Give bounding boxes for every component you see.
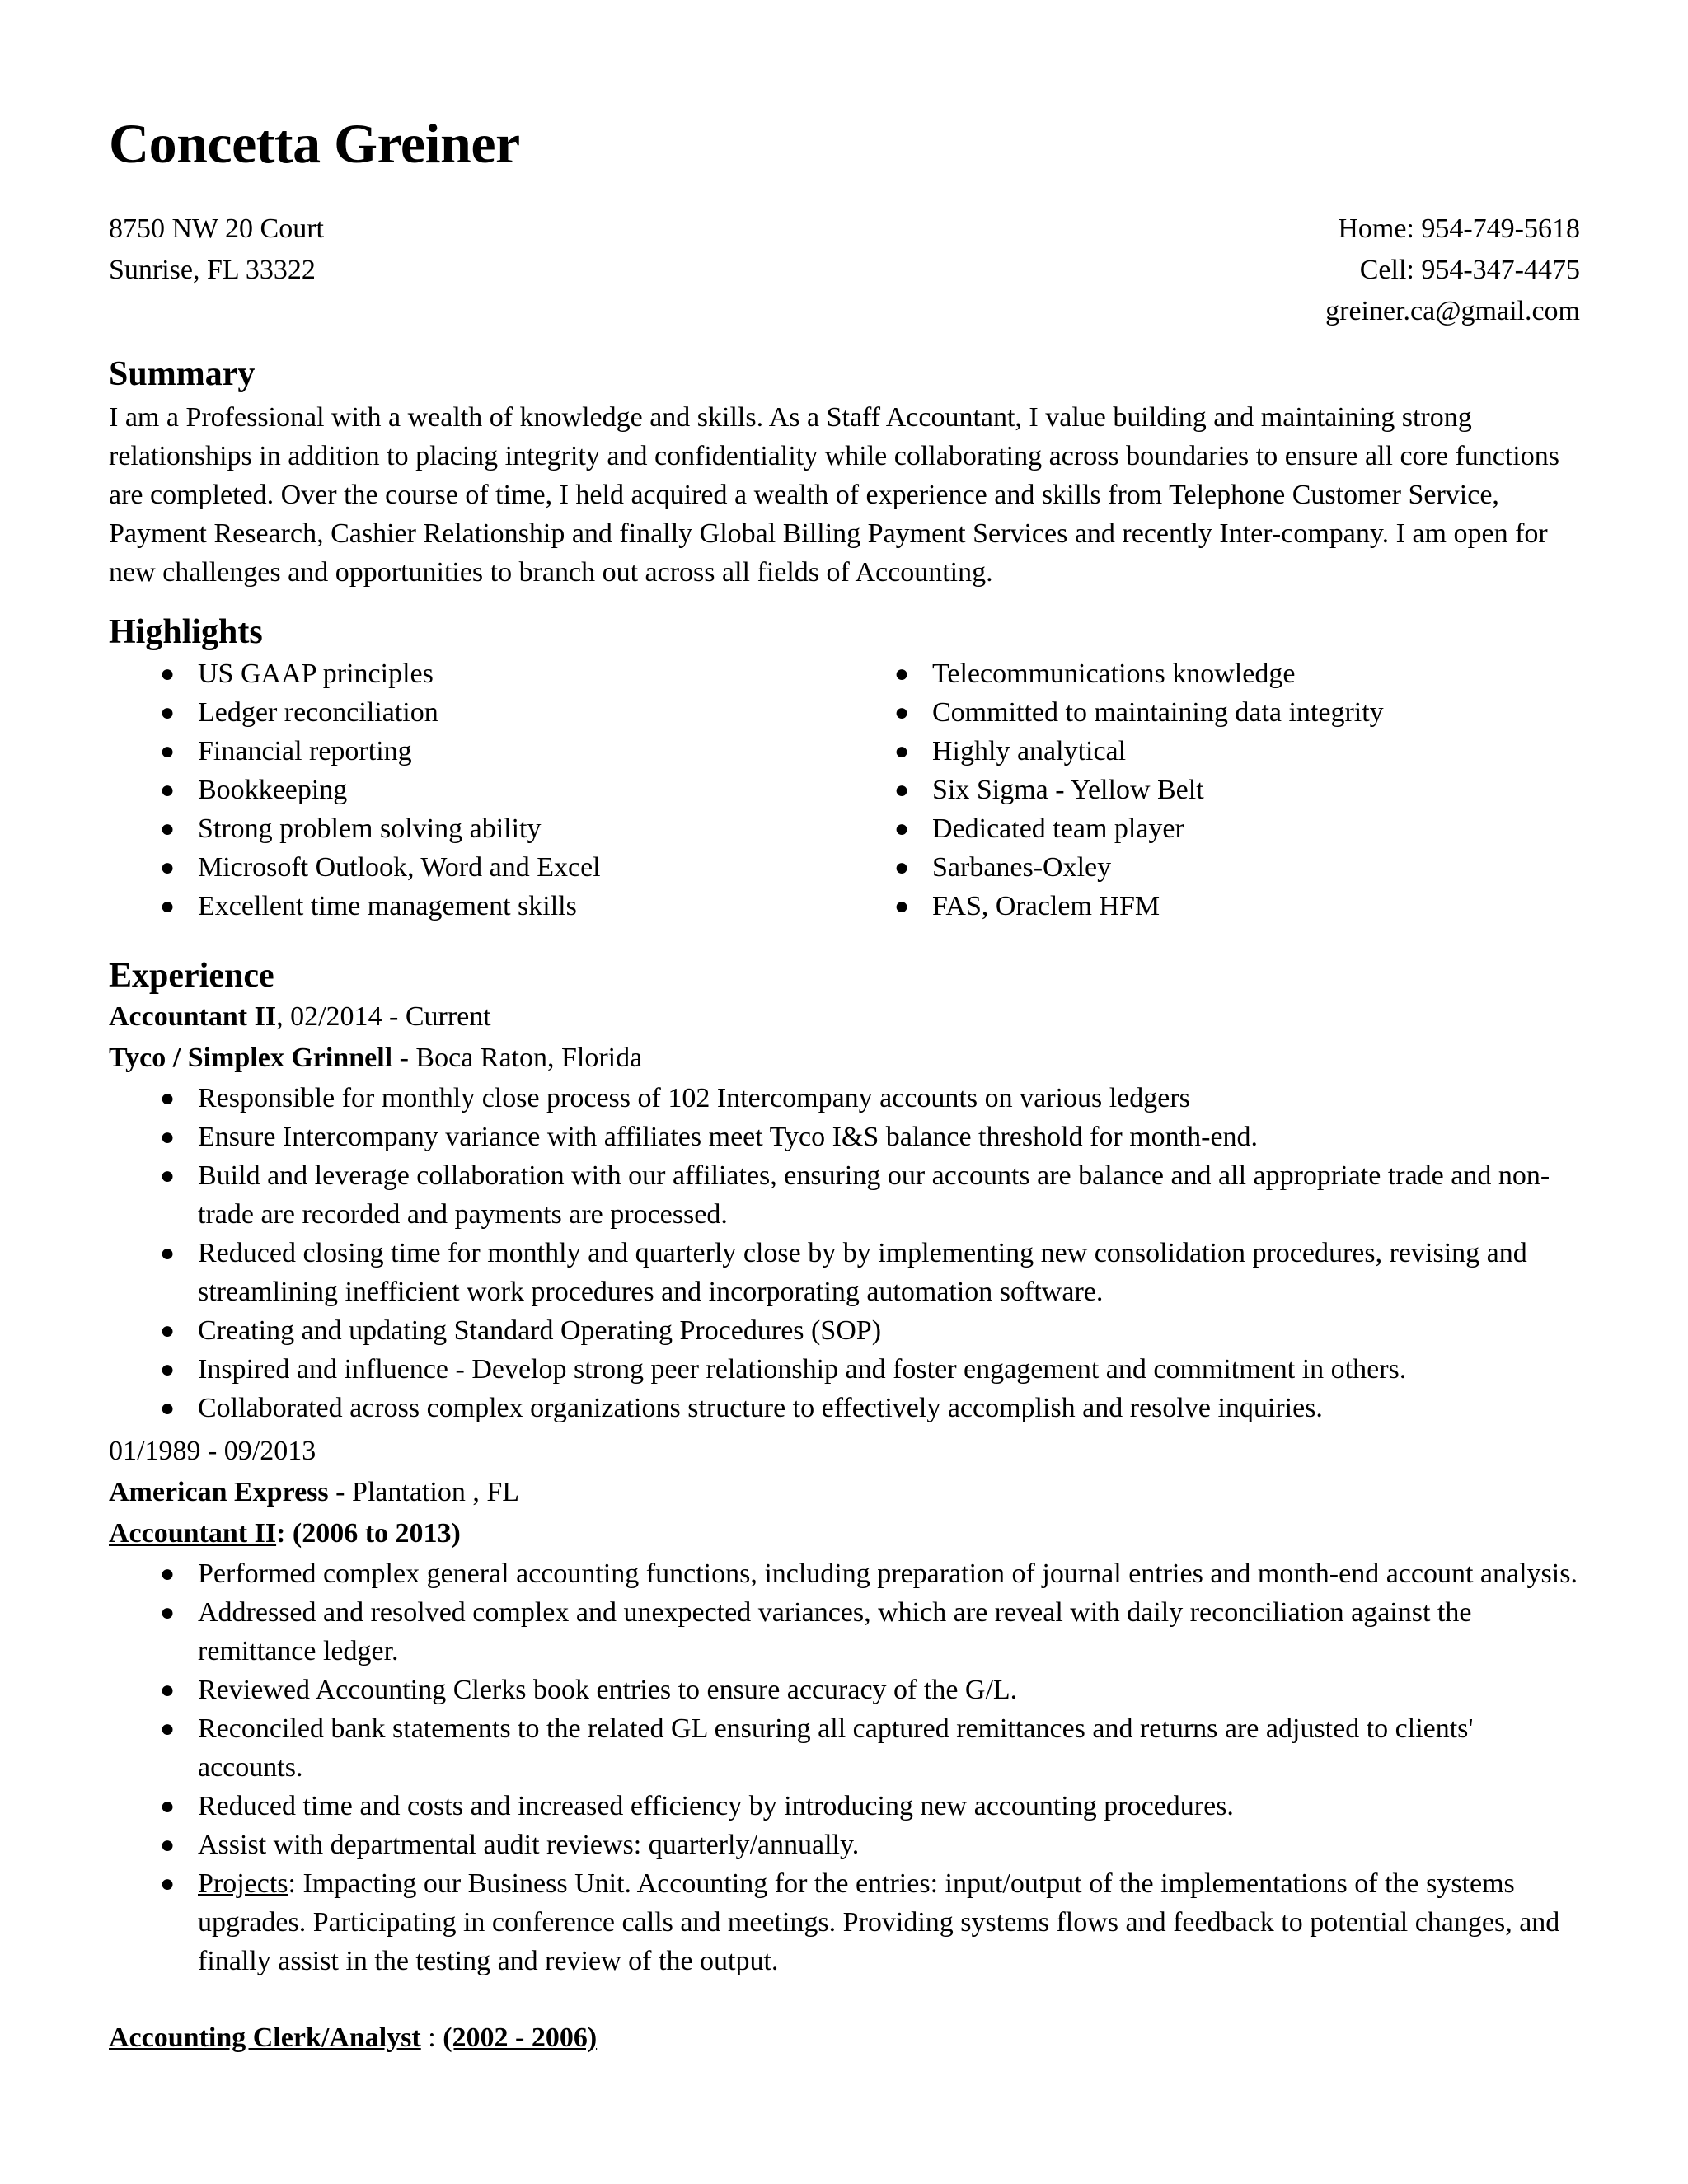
highlights-right-list [843,654,1578,926]
contact-block [109,209,1580,332]
bullet-icon: ● [160,1793,176,1820]
list-item: ● Addressed and resolved complex and unexpected variances, which are reveal with daily reconciliation against the remittance ledger. [109,1593,1580,1671]
highlight-item: ● Six Sigma - Yellow Belt [843,771,1578,809]
candidate-name: Concetta Greiner [109,112,520,175]
highlights-columns [109,654,1580,926]
job2-bullets [109,1554,1580,1980]
summary-heading: Summary [109,355,256,393]
bullet-icon: ● [160,1715,176,1742]
list-item: ● Responsible for monthly close process of 102 Intercompany accounts on various ledgers [109,1079,1580,1118]
job1-company-line [109,1038,1580,1079]
highlight-item: ● Microsoft Outlook, Word and Excel [109,848,843,887]
job2-location: - Plantation , FL [328,1477,520,1507]
bullet-icon: ● [160,1123,176,1151]
job2-role-years: : (2006 to 2013) [276,1518,461,1549]
highlight-item: ● Bookkeeping [109,771,843,809]
job2-role2-line [109,2018,1580,2059]
bullet-icon: ● [894,699,910,726]
highlight-item: ● FAS, Oraclem HFM [843,887,1578,926]
list-item: ● Performed complex general accounting functions, including preparation of journal entries and month-end account analysis. [109,1554,1580,1593]
bullet-icon: ● [894,776,910,804]
highlight-item: ● Telecommunications knowledge [843,654,1578,693]
list-item: ● Reduced closing time for monthly and quarterly close by by implementing new consolidation procedures, revising and streamlining inefficient work procedures and incorporating automation software. [109,1234,1580,1311]
list-item: ● Collaborated across complex organizations structure to effectively accomplish and resolve inquiries. [109,1389,1580,1427]
job2-role-line [109,1513,1580,1554]
email-address: greiner.ca@gmail.com [1325,296,1580,326]
job2-role2-sep: : [420,2022,443,2053]
home-phone: Home: 954-749-5618 [1338,213,1580,244]
bullet-icon: ● [160,699,176,726]
list-item: ● Assist with departmental audit reviews: quarterly/annually. [109,1825,1580,1864]
job1-location: - Boca Raton, Florida [392,1043,643,1073]
highlight-item: ● Excellent time management skills [109,887,843,926]
bullet-icon: ● [160,776,176,804]
job2-dates: 01/1989 - 09/2013 [109,1436,316,1466]
bullet-icon: ● [160,660,176,687]
highlight-item: ● Dedicated team player [843,809,1578,848]
summary-text: I am a Professional with a wealth of knowledge and skills. As a Staff Accountant, I value building and maintaining strong relationships in addition to placing integrity and confidentiality while collaborating across boundaries to ensure all core functions are completed. Over the course of time, I held acquired a wealth of experience and skills from Telephone Customer Service, Payment Research, Cashier Relationship and finally Global Billing Payment Services and recently Inter-company. I am open for new challenges and opportunities to branch out across all fields of Accounting. [109,402,1559,588]
bullet-icon: ● [160,1870,176,1897]
bullet-icon: ● [160,1162,176,1189]
address-line-1: 8750 NW 20 Court [109,213,324,244]
highlight-item: ● US GAAP principles [109,654,843,693]
highlight-item: ● Committed to maintaining data integrity [843,693,1578,732]
bullet-icon: ● [160,1831,176,1858]
list-item: ● Reduced time and costs and increased efficiency by introducing new accounting procedures. [109,1787,1580,1825]
experience-heading: Experience [109,957,274,995]
phone-email-block [1325,209,1580,332]
list-item: ● Build and leverage collaboration with our affiliates, ensuring our accounts are balance and all appropriate trade and non-trade are recorded and payments are processed. [109,1156,1580,1234]
job1-bullets [109,1079,1580,1427]
list-item: ● Inspired and influence - Develop strong peer relationship and foster engagement and commitment in others. [109,1350,1580,1389]
address-line-2: Sunrise, FL 33322 [109,255,316,285]
bullet-icon: ● [160,1356,176,1383]
job1-dates: , 02/2014 - Current [276,1001,491,1032]
highlight-item: ● Highly analytical [843,732,1578,771]
list-item: ● Reviewed Accounting Clerks book entries to ensure accuracy of the G/L. [109,1671,1580,1709]
list-item: ● Ensure Intercompany variance with affiliates meet Tyco I&S balance threshold for month-end. [109,1118,1580,1156]
bullet-icon: ● [160,815,176,842]
job2-role2-years: (2002 - 2006) [443,2022,598,2053]
resume-page [109,99,1580,2059]
bullet-icon: ● [894,854,910,881]
highlight-item: ● Sarbanes-Oxley [843,848,1578,887]
bullet-icon: ● [160,738,176,765]
job2-company-line [109,1472,1580,1513]
highlight-item: ● Strong problem solving ability [109,809,843,848]
bullet-icon: ● [160,1085,176,1112]
bullet-icon: ● [160,1317,176,1344]
address-block [109,209,324,291]
projects-label: Projects [198,1868,288,1899]
bullet-icon: ● [894,815,910,842]
bullet-icon: ● [160,1560,176,1587]
projects-text: : Impacting our Business Unit. Accounting for the entries: input/output of the implementations of the systems upgrades. Participating in conference calls and meetings. Providing systems flows and feedback to potential changes, and finally assist in the testing and review of the output. [198,1868,1560,1976]
job1-title: Accountant II [109,1001,277,1032]
bullet-icon: ● [160,1599,176,1626]
job2-company: American Express [109,1477,329,1507]
bullet-icon: ● [894,738,910,765]
bullet-icon: ● [894,893,910,920]
job2-role-title: Accountant II [109,1518,277,1549]
job2-role2-title: Accounting Clerk/Analyst [109,2022,421,2053]
list-item: ● Reconciled bank statements to the related GL ensuring all captured remittances and returns are adjusted to clients' accounts. [109,1709,1580,1787]
highlights-heading: Highlights [109,613,263,651]
job1-company: Tyco / Simplex Grinnell [109,1043,393,1073]
bullet-icon: ● [160,1394,176,1422]
highlight-item: ● Ledger reconciliation [109,693,843,732]
bullet-icon: ● [894,660,910,687]
bullet-icon: ● [160,893,176,920]
list-item [109,1864,1580,1980]
highlight-item: ● Financial reporting [109,732,843,771]
bullet-icon: ● [160,1240,176,1267]
job1-title-line [109,996,1580,1038]
bullet-icon: ● [160,1676,176,1704]
cell-phone: Cell: 954-347-4475 [1359,255,1580,285]
highlights-left-list [109,654,843,926]
bullet-icon: ● [160,854,176,881]
list-item: ● Creating and updating Standard Operating Procedures (SOP) [109,1311,1580,1350]
